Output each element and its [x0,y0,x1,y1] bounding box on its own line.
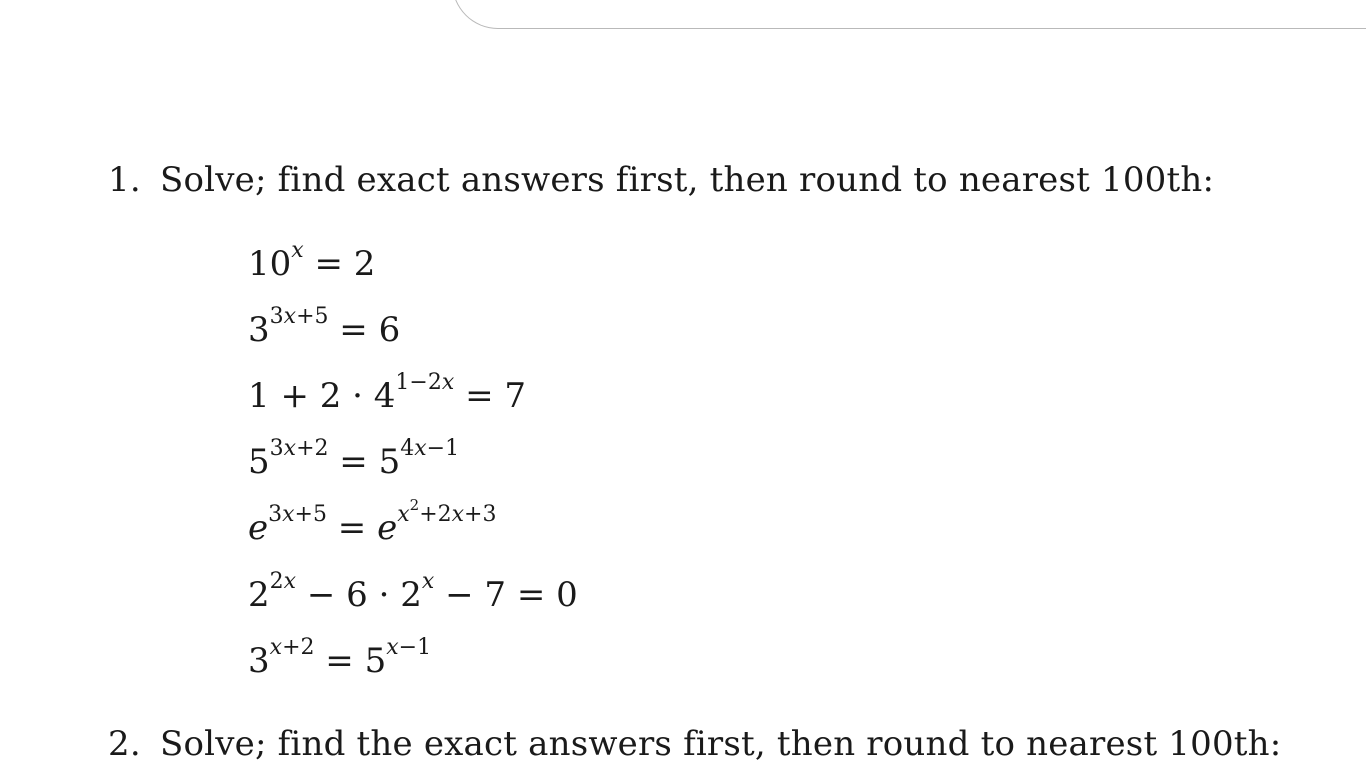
problem-1-number: 1. [108,160,141,200]
problem-2 [108,724,1281,764]
problem-2-number: 2. [108,724,141,764]
top-tab-outline [452,0,1366,29]
problem-1 [108,160,1214,200]
item-equation: $5^{3x+2} = 5^{4x-1}$ [248,435,460,482]
item-equation: $1 + 2 \cdot 4^{1-2x} = 7$ [248,369,527,416]
problem-2-text: Solve; find the exact answers first, then round to nearest 100th: [160,724,1282,764]
item-equation: $3^{3x+5} = 6$ [248,303,401,350]
item-equation: $10^x = 2$ [248,237,376,284]
item-equation: $e^{3x+5} = e^{x^2+2x+3}$ [248,496,497,548]
item-equation: $2^{2x} - 6 \cdot 2^x - 7 = 0$ [248,568,578,615]
item-equation: $3^{x+2} = 5^{x-1}$ [248,634,432,681]
problem-1-text: Solve; find exact answers first, then round to nearest 100th: [160,160,1215,200]
